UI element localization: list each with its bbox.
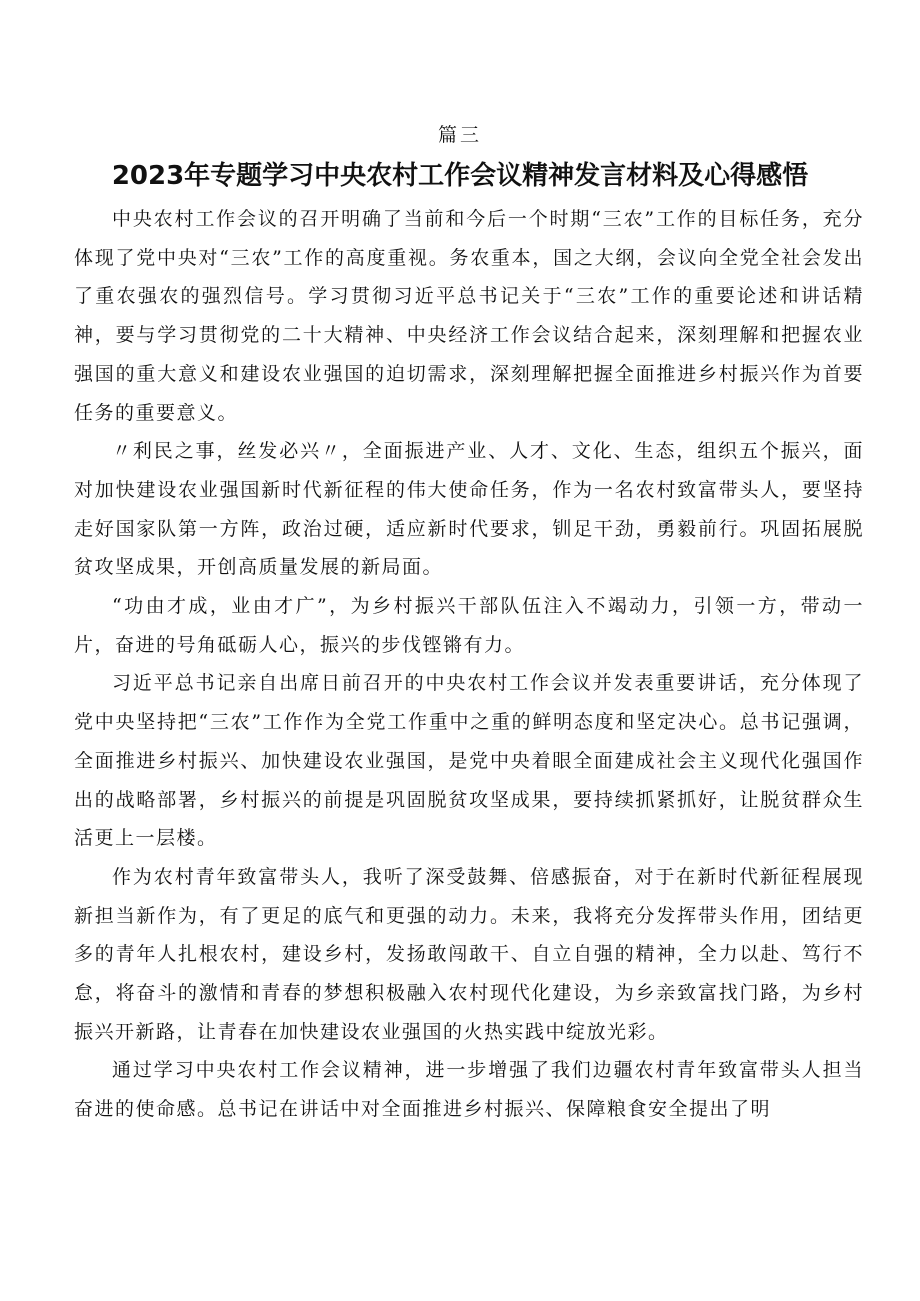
paragraph-4: 习近平总书记亲自出席日前召开的中央农村工作会议并发表重要讲话，充分体现了党中央坚持把“三农”工作作为全党工作重中之重的鲜明态度和坚定决心。总书记强调，全面推进乡村振兴、加快建设农业强国，是党中央着眼全面建成社会主义现代化强国作出的战略部署，乡村振兴的前提是巩固脱贫攻坚成果，要持续抓紧抓好，让脱贫群众生活更上一层楼。	[74, 672, 864, 850]
paragraph-6: 通过学习中央农村工作会议精神，进一步增强了我们边疆农村青年致富带头人担当奋进的使命感。总书记在讲话中对全面推进乡村振兴、保障粮食安全提出了明	[74, 1059, 864, 1121]
paragraph-3: “功由才成，业由才广”，为乡村振兴干部队伍注入不竭动力，引领一方，带动一片，奋进的号角砥砺人心，振兴的步伐铿锵有力。	[74, 595, 864, 656]
paragraph-5: 作为农村青年致富带头人，我听了深受鼓舞、倍感振奋，对于在新时代新征程展现新担当新作为，有了更足的底气和更强的动力。未来，我将充分发挥带头作用，团结更多的青年人扎根农村，建设乡村，发扬敢闯敢干、自立自强的精神，全力以赴、笃行不怠，将奋斗的激情和青春的梦想积极融入农村现代化建设，为乡亲致富找门路，为乡村振兴开新路，让青春在加快建设农业强国的火热实践中绽放光彩。	[74, 865, 864, 1043]
section-label: 篇三	[437, 124, 482, 146]
document-title: 2023年专题学习中央农村工作会议精神发言材料及心得感悟	[111, 161, 809, 191]
paragraph-2: 〃利民之事，丝发必兴〃，全面振进产业、人才、文化、生态，组织五个振兴，面对加快建设农业强国新时代新征程的伟大使命任务，作为一名农村致富带头人，要坚持走好国家队第一方阵，政治过硬，适应新时代要求，钏足干劲，勇毅前行。巩固拓展脱贫攻坚成果，开创高质量发展的新局面。	[74, 440, 864, 579]
document-body	[74, 200, 864, 1129]
paragraph-1: 中央农村工作会议的召开明确了当前和今后一个时期“三农”工作的目标任务，充分体现了党中央对“三农”工作的高度重视。务农重本，国之大纲，会议向全党全社会发出了重农强农的强烈信号。学习贯彻习近平总书记关于“三农”工作的重要论述和讲话精神，要与学习贯彻党的二十大精神、中央经济工作会议结合起来，深刻理解和把握农业强国的重大意义和建设农业强国的迫切需求，深刻理解把握全面推进乡村振兴作为首要任务的重要意义。	[74, 208, 864, 424]
